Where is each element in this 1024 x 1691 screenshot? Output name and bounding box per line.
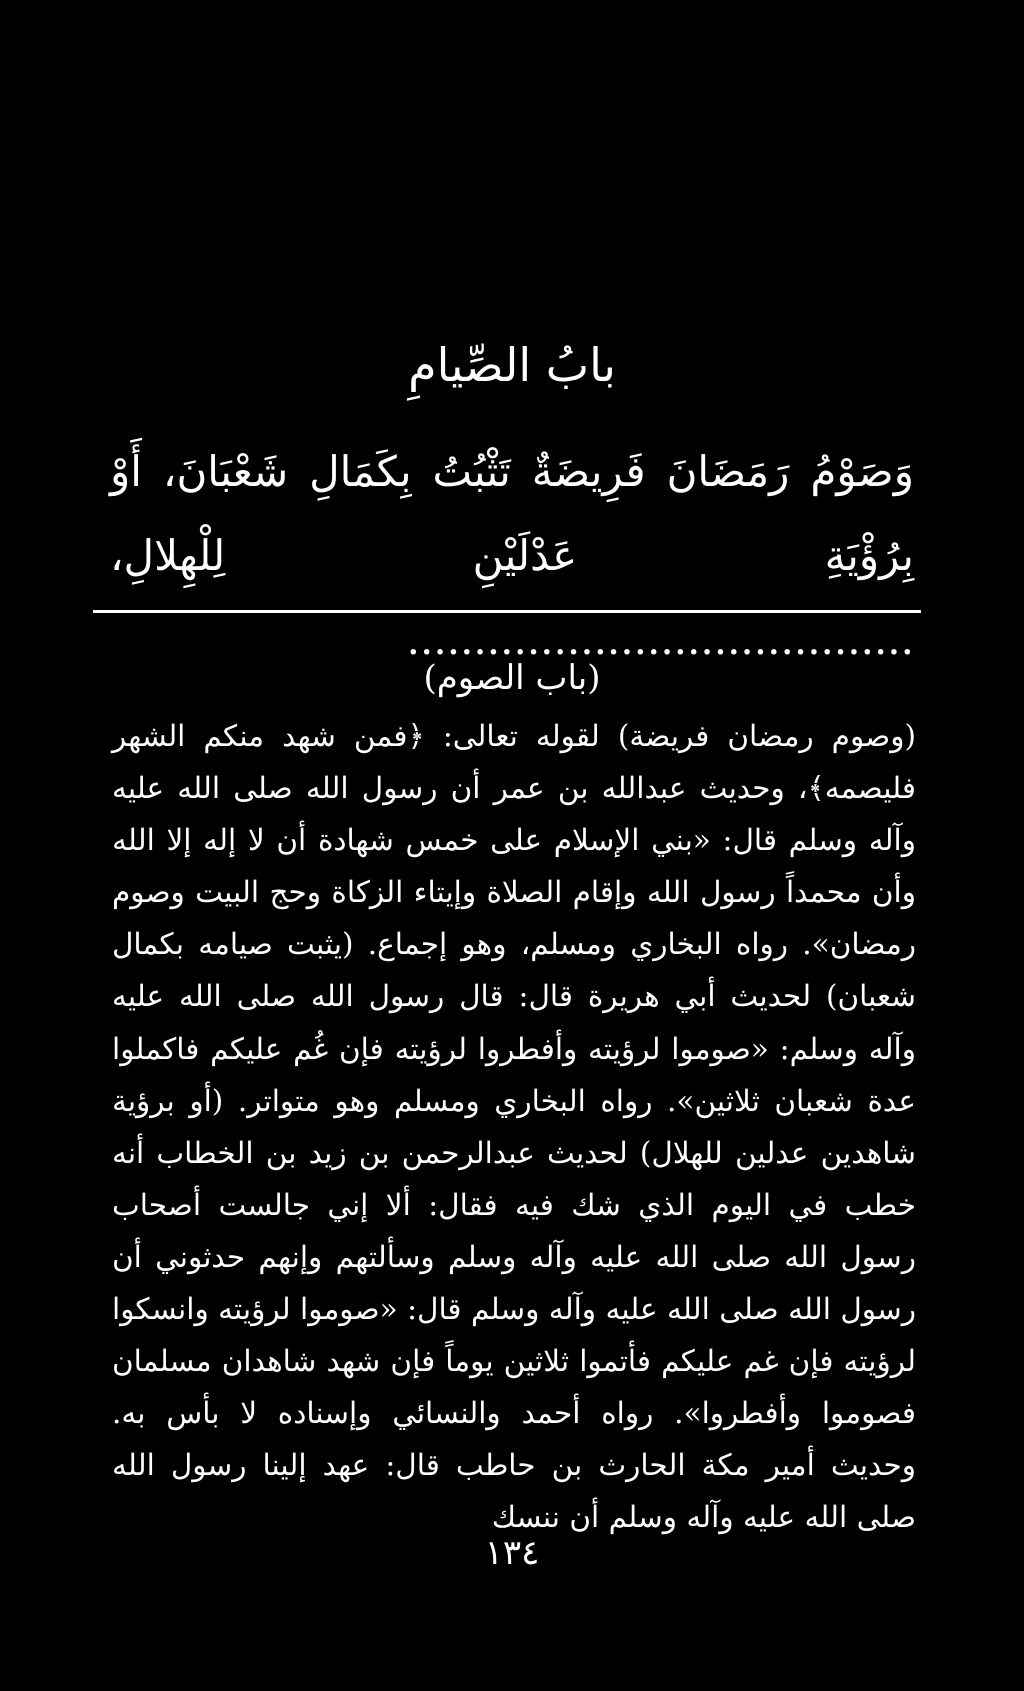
page-number: ١٣٤ [484,1533,540,1573]
matn-line: وَصَوْمُ رَمَضَانَ فَرِيضَةٌ تَثْبُتُ بِكَمَالِ شَعْبَانَ، أَوْ بِرُؤْيَةِ عَدْلَيْنِ لِلْهِلالِ، [110,447,914,580]
section-heading: (باب الصوم) [423,658,601,698]
dotted-leader: ...................................... [406,615,914,664]
commentary-text: (وصوم رمضان فريضة) لقوله تعالى: ﴿فمن شهد منكم الشهر فليصمه﴾، وحديث عبدالله بن عمر أن رسول الله صلى الله عليه وآله وسلم قال: «بني الإسلام على خمس شهادة أن لا إله إلا الله وأن محمداً رسول الله وإقام الصلاة وإيتاء الزكاة وحج البيت وصوم رمضان». رواه البخاري ومسلم، وهو إجماع. (يثبت صيامه بكمال شعبان) لحديث أبي هريرة قال: قال رسول الله صلى الله عليه وآله وسلم: «صوموا لرؤيته وأفطروا لرؤيته فإن غُم عليكم فاكملوا عدة شعبان ثلاثين». رواه البخاري ومسلم وهو متواتر. (أو برؤية شاهدين عدلين للهلال) لحديث عبدالرحمن بن زيد بن الخطاب أنه خطب في اليوم الذي شك فيه فقال: ألا إني جالست أصحاب رسول الله صلى الله عليه وآله وسلم وسألتهم وإنهم حدثوني أن رسول الله صلى الله عليه وآله وسلم قال: «صوموا لرؤيته وانسكوا لرؤيته فإن غم عليكم فأتموا ثلاثين يوماً فإن شهد شاهدان مسلمان فصوموا وأفطروا». رواه أحمد والنسائي وإسناده لا بأس به. وحديث أمير مكة الحارث بن حاطب قال: عهد إلينا رسول الله صلى الله عليه وآله وسلم أن ننسك [112,719,916,1535]
matn-text [110,430,914,682]
chapter-title: بابُ الصِّيامِ [408,338,616,392]
horizontal-divider [93,610,921,613]
